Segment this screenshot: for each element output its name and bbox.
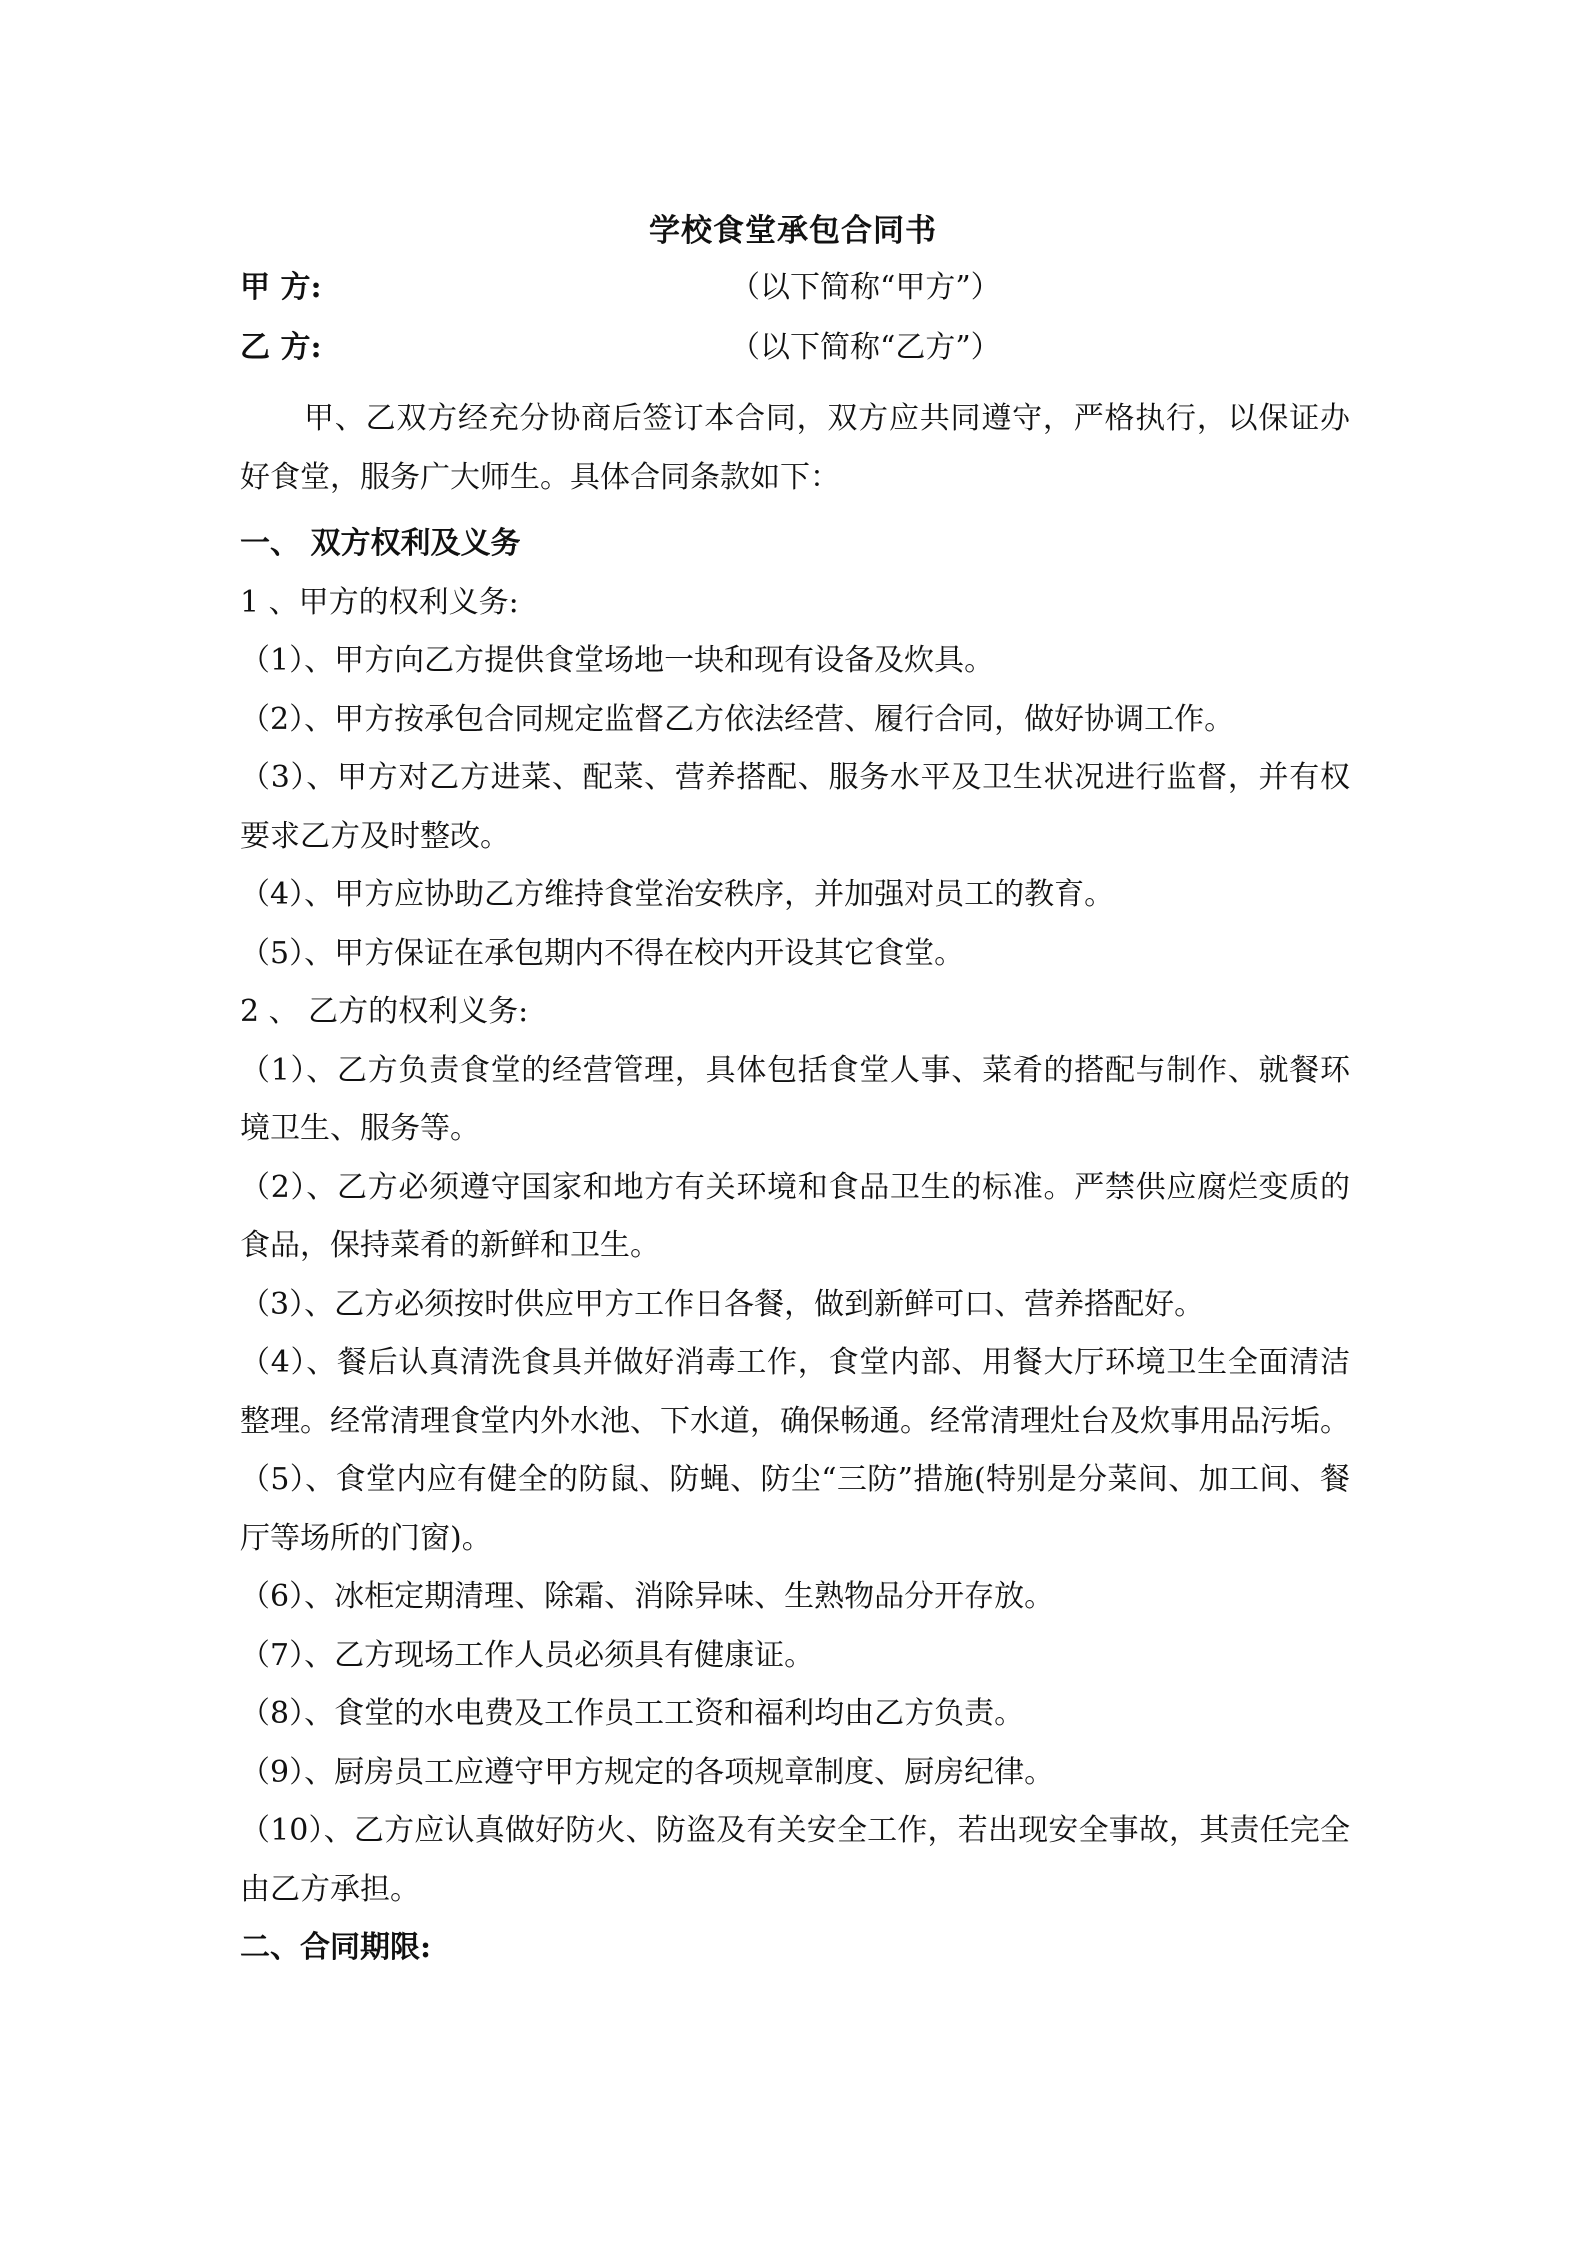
party-b-label: 乙 方: xyxy=(240,330,322,365)
sub-b-heading: 2 、 乙方的权利义务: xyxy=(240,994,529,1029)
document-title: 学校食堂承包合同书 xyxy=(649,213,937,249)
sub-a-item-5: （5）、甲方保证在承包期内不得在校内开设其它食堂。 xyxy=(240,935,965,971)
sub-b-item-9: （9）、厨房员工应遵守甲方规定的各项规章制度、厨房纪律。 xyxy=(240,1754,1055,1790)
sub-b-item-3: （3）、乙方必须按时供应甲方工作日各餐，做到新鲜可口、营养搭配好。 xyxy=(240,1286,1205,1322)
party-b-note: （以下简称“乙方”） xyxy=(730,330,1001,365)
party-a-label: 甲 方: xyxy=(240,270,322,305)
sub-b-item-8: （8）、食堂的水电费及工作员工工资和福利均由乙方负责。 xyxy=(240,1696,1025,1731)
sub-b-item-10: （10）、乙方应认真做好防火、防盗及有关安全工作，若出现安全事故，其责任完全由乙方承担。 xyxy=(240,1813,1350,1907)
contract-body xyxy=(240,390,1350,1978)
section-2-heading: 二、合同期限: xyxy=(240,1930,432,1965)
section-1-heading: 一、 双方权利及义务 xyxy=(240,526,521,561)
sub-a-heading: 1 、甲方的权利义务: xyxy=(240,584,519,620)
sub-a-item-2: （2）、甲方按承包合同规定监督乙方依法经营、履行合同，做好协调工作。 xyxy=(240,701,1235,737)
sub-b-item-4: （4）、餐后认真清洗食具并做好消毒工作，食堂内部、用餐大厅环境卫生全面清洁整理。经常清理食堂内外水池、下水道，确保畅通。经常清理灶台及炊事用品污垢。 xyxy=(240,1345,1350,1439)
sub-b-item-7: （7）、乙方现场工作人员必须具有健康证。 xyxy=(240,1637,815,1673)
sub-a-item-4: （4）、甲方应协助乙方维持食堂治安秩序，并加强对员工的教育。 xyxy=(240,877,1115,912)
sub-b-item-2: （2）、乙方必须遵守国家和地方有关环境和食品卫生的标准。严禁供应腐烂变质的食品，保持菜肴的新鲜和卫生。 xyxy=(240,1169,1350,1263)
intro-paragraph: 甲、乙双方经充分协商后签订本合同，双方应共同遵守，严格执行，以保证办好食堂，服务广大师生。具体合同条款如下： xyxy=(240,401,1350,495)
sub-b-item-6: （6）、冰柜定期清理、除霜、消除异味、生熟物品分开存放。 xyxy=(240,1579,1055,1614)
sub-a-item-3: （3）、甲方对乙方进菜、配菜、营养搭配、服务水平及卫生状况进行监督，并有权要求乙方及时整改。 xyxy=(240,760,1350,854)
sub-a-item-1: （1）、甲方向乙方提供食堂场地一块和现有设备及炊具。 xyxy=(240,643,995,678)
sub-b-item-1: （1）、乙方负责食堂的经营管理，具体包括食堂人事、菜肴的搭配与制作、就餐环境卫生、服务等。 xyxy=(240,1052,1350,1146)
sub-b-item-5: （5）、食堂内应有健全的防鼠、防蝇、防尘“三防”措施(特别是分菜间、加工间、餐厅等场所的门窗)。 xyxy=(240,1462,1350,1556)
party-a-note: （以下简称“甲方”） xyxy=(730,270,1001,305)
